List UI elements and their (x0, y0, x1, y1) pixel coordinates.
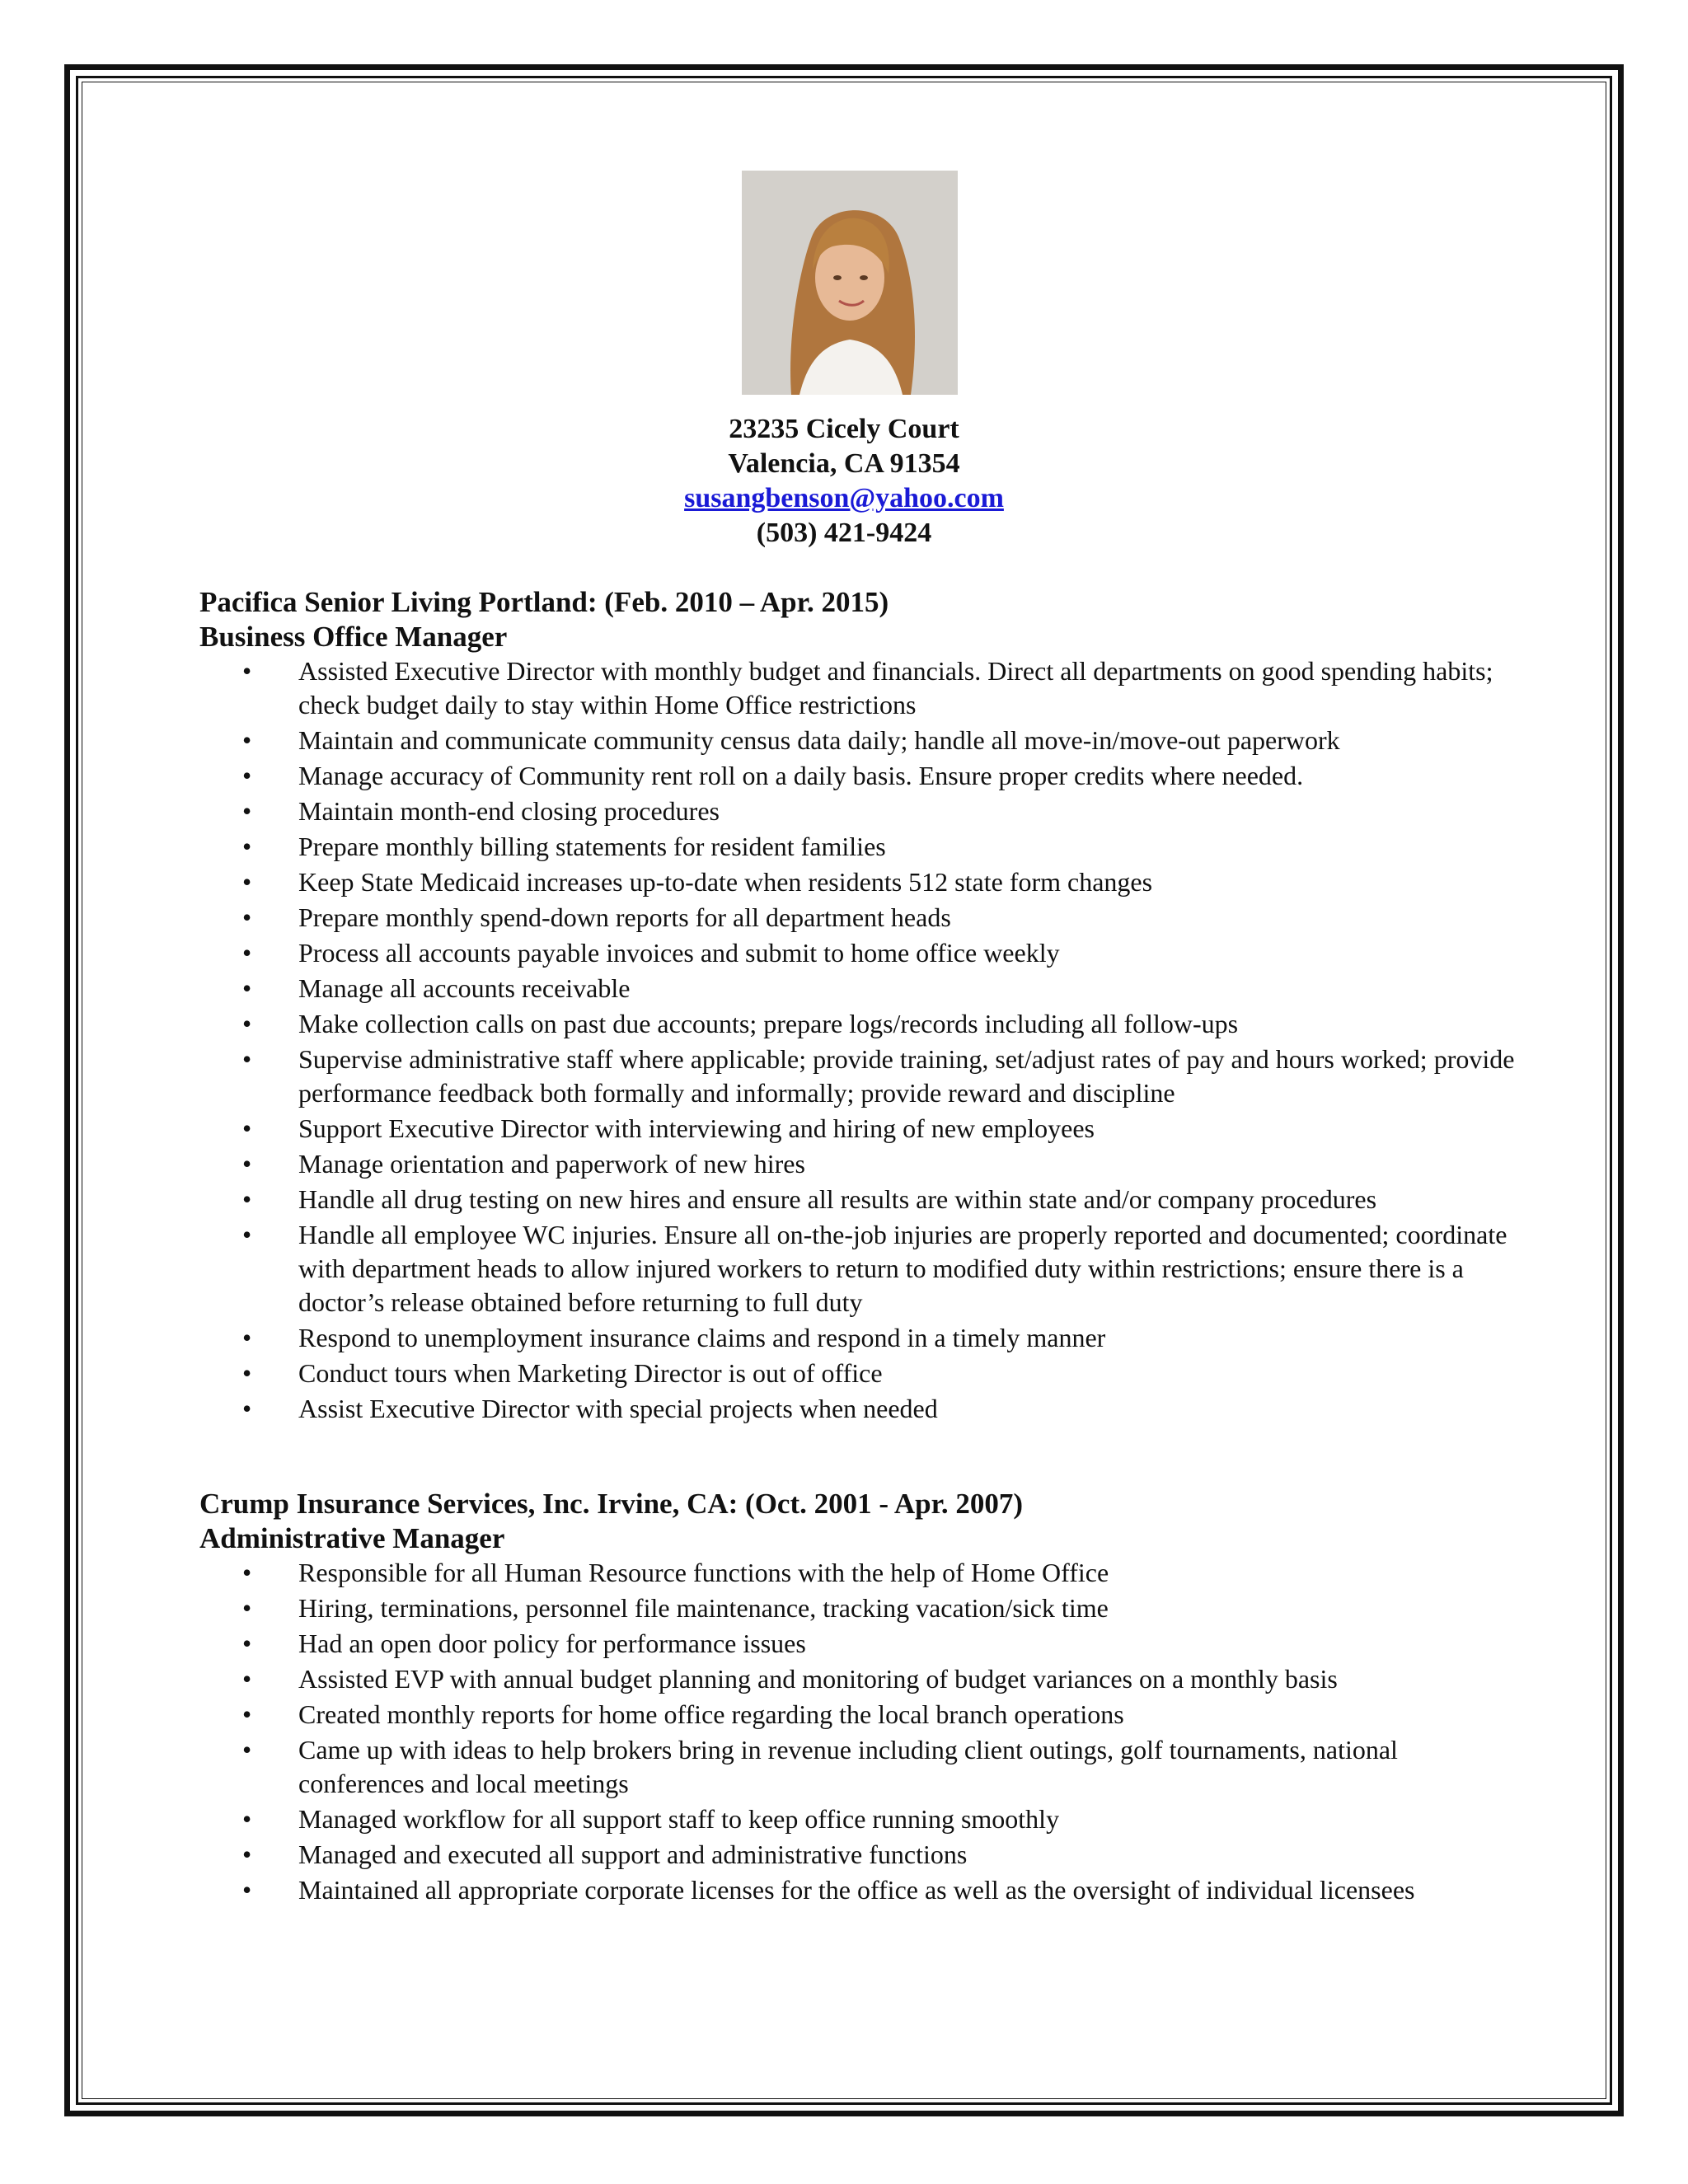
list-item: • Maintained all appropriate corporate licenses for the office as well as the oversight of individual licensees (199, 1873, 1518, 1907)
address-line-1: 23235 Cicely Court (729, 414, 959, 444)
list-item: • Created monthly reports for home office regarding the local branch operations (199, 1698, 1518, 1732)
list-item: • Managed and executed all support and administrative functions (199, 1838, 1518, 1872)
list-item: • Manage all accounts receivable (199, 972, 1518, 1005)
job-company-line: Pacifica Senior Living Portland: (Feb. 2010 – Apr. 2015) (199, 586, 889, 618)
list-item: • Keep State Medicaid increases up-to-date when residents 512 state form changes (199, 865, 1518, 899)
list-item: • Maintain month-end closing procedures (199, 794, 1518, 828)
job-company-line: Crump Insurance Services, Inc. Irvine, CA: (Oct. 2001 - Apr. 2007) (199, 1488, 1024, 1520)
job-role: Business Office Manager (199, 621, 508, 653)
list-item: • Had an open door policy for performance issues (199, 1627, 1518, 1661)
list-item: • Manage accuracy of Community rent roll on a daily basis. Ensure proper credits where needed. (199, 759, 1518, 793)
list-item: • Assisted EVP with annual budget planning and monitoring of budget variances on a monthly basis (199, 1662, 1518, 1696)
list-item: • Process all accounts payable invoices and submit to home office weekly (199, 936, 1518, 970)
list-item: • Handle all drug testing on new hires and ensure all results are within state and/or company procedures (199, 1183, 1518, 1216)
list-item: • Manage orientation and paperwork of new hires (199, 1147, 1518, 1181)
list-item: • Respond to unemployment insurance claims and respond in a timely manner (199, 1321, 1518, 1355)
phone-number: (503) 421-9424 (756, 518, 932, 548)
duty-list (199, 1556, 1518, 1907)
job-section-2 (199, 1487, 1518, 1909)
email-link[interactable]: susangbenson@yahoo.com (684, 483, 1004, 513)
duty-list (199, 654, 1518, 1426)
contact-header (0, 412, 1688, 551)
address-line-2: Valencia, CA 91354 (728, 448, 960, 479)
list-item: • Responsible for all Human Resource functions with the help of Home Office (199, 1556, 1518, 1590)
list-item: • Assist Executive Director with special projects when needed (199, 1392, 1518, 1426)
list-item: • Make collection calls on past due accounts; prepare logs/records including all follow-ups (199, 1007, 1518, 1041)
list-item: • Maintain and communicate community census data daily; handle all move-in/move-out paperwork (199, 724, 1518, 757)
list-item: • Handle all employee WC injuries. Ensure all on-the-job injuries are properly reported and documented; coordinate with department heads to allow injured workers to return to modified duty within restrictions; ensure there is a doctor’s release obtained before returning to full duty (199, 1218, 1518, 1319)
list-item: • Came up with ideas to help brokers bring in revenue including client outings, golf tournaments, national conferences and local meetings (199, 1733, 1518, 1801)
list-item: • Conduct tours when Marketing Director is out of office (199, 1357, 1518, 1390)
job-role: Administrative Manager (199, 1522, 505, 1554)
profile-photo (742, 171, 958, 395)
list-item: • Prepare monthly billing statements for resident families (199, 830, 1518, 864)
list-item: • Hiring, terminations, personnel file maintenance, tracking vacation/sick time (199, 1591, 1518, 1625)
job-section-1 (199, 585, 1518, 1427)
list-item: • Supervise administrative staff where applicable; provide training, set/adjust rates of pay and hours worked; provide performance feedback both formally and informally; provide reward and discipline (199, 1043, 1518, 1110)
list-item: • Prepare monthly spend-down reports for all department heads (199, 901, 1518, 935)
list-item: • Support Executive Director with interviewing and hiring of new employees (199, 1112, 1518, 1146)
list-item: • Managed workflow for all support staff to keep office running smoothly (199, 1802, 1518, 1836)
list-item: • Assisted Executive Director with monthly budget and financials. Direct all departments on good spending habits; check budget daily to stay within Home Office restrictions (199, 654, 1518, 722)
